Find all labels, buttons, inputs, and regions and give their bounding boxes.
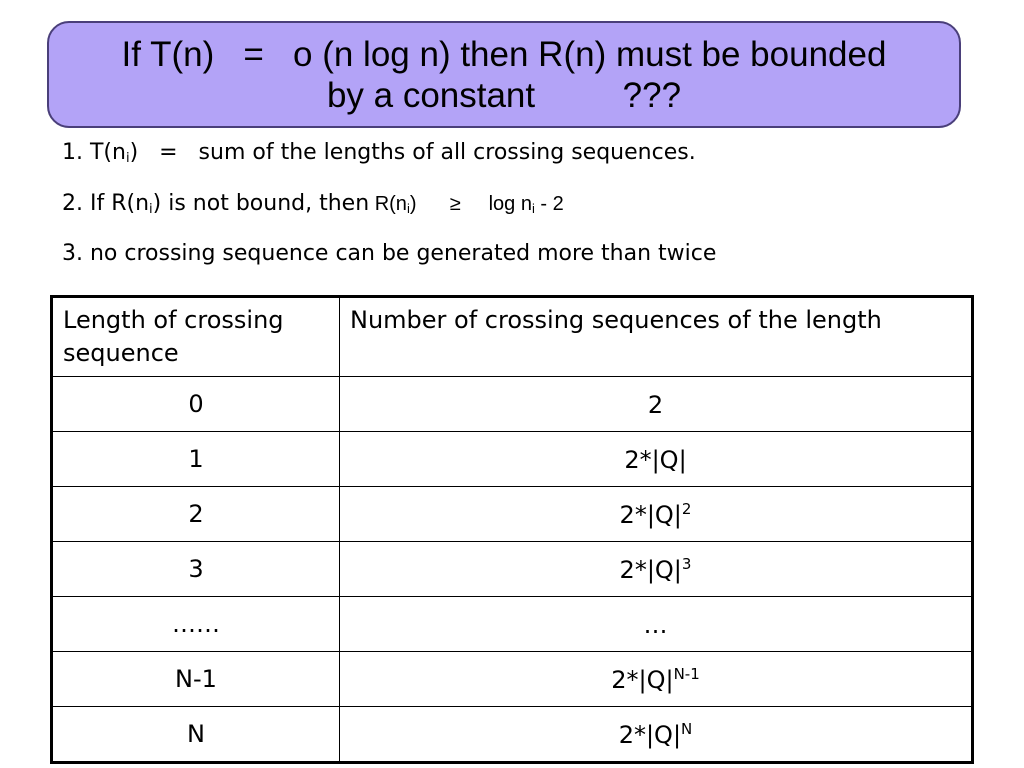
count-exponent: 3	[681, 554, 692, 573]
cell-length: 1	[52, 432, 340, 487]
table-row	[52, 652, 973, 707]
bullet-2-prefix: 2. If R(n	[62, 191, 150, 216]
count-exponent: N-1	[673, 664, 700, 683]
cell-count	[340, 707, 973, 763]
table-row	[52, 377, 973, 432]
bullet-1-rest: ) = sum of the lengths of all crossing sequences.	[129, 140, 696, 165]
count-exponent: 2	[681, 499, 692, 518]
title-line-1: If T(n) = o (n log n) then R(n) must be bounded	[121, 34, 887, 74]
cell-length: N	[52, 707, 340, 763]
table-row	[52, 542, 973, 597]
header-length: Length of crossing sequence	[52, 297, 340, 377]
title-line-2: by a constant ???	[326, 75, 682, 115]
cell-count	[340, 487, 973, 542]
cell-length: N-1	[52, 652, 340, 707]
table-row	[52, 432, 973, 487]
crossing-sequence-table	[50, 295, 974, 764]
count-base: 2*|Q|	[619, 500, 682, 529]
table-row	[52, 487, 973, 542]
formula-mid: ) ≥ log n	[409, 193, 532, 215]
formula-tail: - 2	[534, 193, 564, 215]
bullet-2-mid: ) is not bound, then	[152, 191, 370, 216]
cell-count	[340, 597, 973, 652]
count-exponent: N	[681, 719, 693, 738]
bullet-2-formula	[369, 193, 564, 215]
count-base: 2*|Q|	[618, 720, 682, 749]
cell-length: 2	[52, 487, 340, 542]
formula-prefix: R(n	[374, 193, 407, 215]
cell-length: 0	[52, 377, 340, 432]
header-count: Number of crossing sequences of the length	[340, 297, 973, 377]
cell-count	[340, 652, 973, 707]
formula-sub-2: i	[531, 201, 535, 216]
count-base: 2	[647, 390, 664, 419]
count-base: …	[643, 610, 668, 639]
table-row	[52, 707, 973, 763]
cell-count	[340, 377, 973, 432]
bullet-1-prefix: 1. T(n	[62, 140, 126, 165]
formula-sub: i	[406, 201, 410, 216]
table-header-row	[52, 297, 973, 377]
bullet-1	[62, 138, 696, 174]
slide-title	[47, 21, 961, 128]
cell-count	[340, 432, 973, 487]
cell-count	[340, 542, 973, 597]
cell-length: ……	[52, 597, 340, 652]
count-base: 2*|Q|	[619, 555, 682, 584]
bullet-1-sub: i	[125, 151, 130, 166]
bullet-3: 3. no crossing sequence can be generated more than twice	[62, 241, 717, 266]
cell-length: 3	[52, 542, 340, 597]
count-base: 2*|Q|	[624, 445, 687, 474]
table-row	[52, 597, 973, 652]
bullet-2-sub: i	[149, 202, 153, 217]
count-base: 2*|Q|	[611, 665, 674, 694]
bullet-2	[62, 189, 564, 225]
